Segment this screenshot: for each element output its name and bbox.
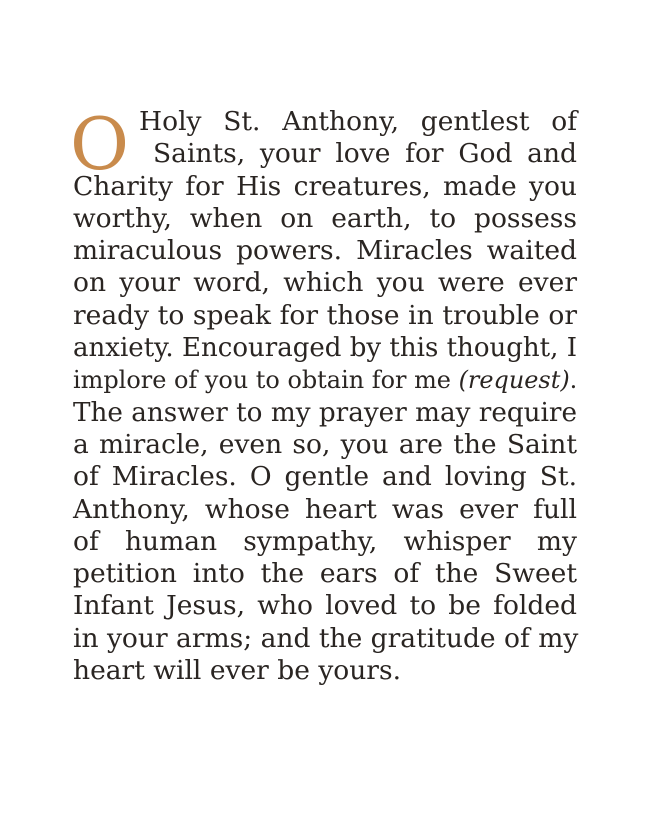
prayer-line: Infant Jesus, who loved to be folded <box>73 590 577 622</box>
prayer-line-punct: . <box>569 366 578 395</box>
prayer-line: Anthony, whose heart was ever full <box>73 493 577 525</box>
prayer-line: heart will ever be yours. <box>73 655 402 687</box>
prayer-line: a miracle, even so, you are the Saint <box>73 428 577 460</box>
prayer-line: miraculous powers. Miracles waited <box>73 235 577 267</box>
prayer-line: anxiety. Encouraged by this thought, I <box>73 333 577 364</box>
prayer-line: The answer to my prayer may require <box>73 397 577 428</box>
prayer-line: in your arms; and the gratitude of my <box>73 622 579 654</box>
prayer-line: of human sympathy, whisper my <box>73 525 577 557</box>
prayer-line: on your word, which you were ever <box>73 267 577 299</box>
prayer-line <box>73 364 577 396</box>
prayer-line-text: implore of you to obtain for me <box>73 366 451 395</box>
drop-cap-letter: O <box>70 102 130 186</box>
prayer-line: petition into the ears of the Sweet <box>73 558 577 590</box>
prayer-line: of Miracles. O gentle and loving St. <box>73 461 577 493</box>
prayer-text <box>70 102 579 687</box>
prayer-line: worthy, when on earth, to possess <box>73 202 577 234</box>
prayer-line: ready to speak for those in trouble or <box>73 299 577 331</box>
prayer-line: Saints, your love for God and <box>153 138 577 170</box>
request-placeholder: (request) <box>458 366 570 395</box>
prayer-line: Charity for His creatures, made you <box>73 170 577 202</box>
prayer-line: Holy St. Anthony, gentlest of <box>139 106 577 137</box>
